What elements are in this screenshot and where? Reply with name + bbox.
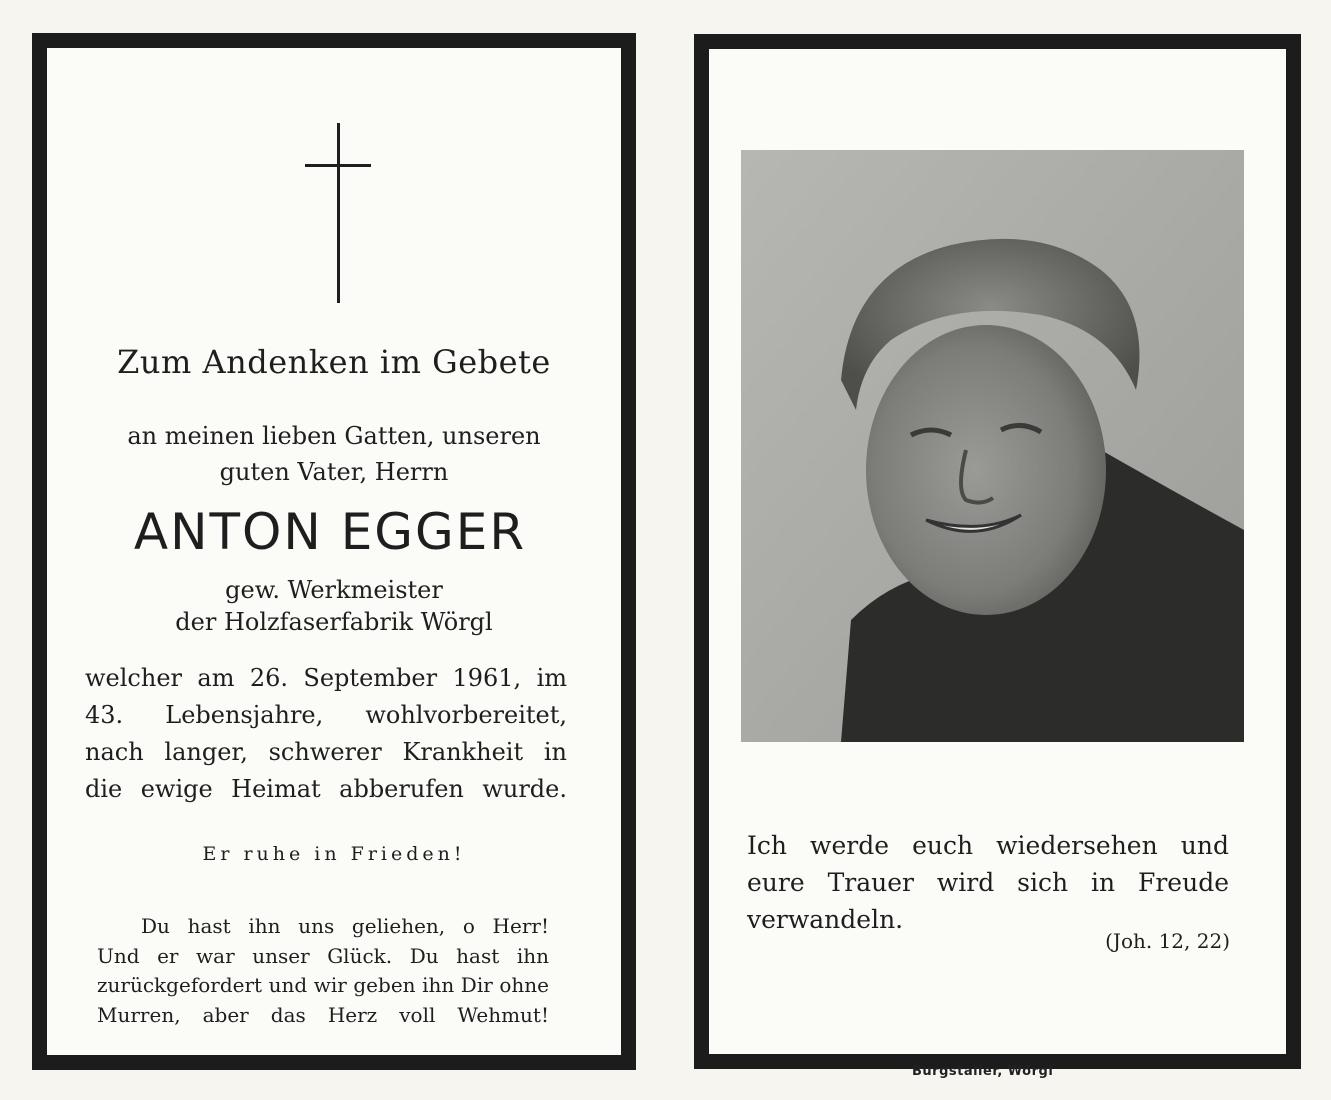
death-notice-line: nach langer, schwerer Krankheit in: [85, 738, 567, 766]
quote-line: verwandeln.: [747, 905, 904, 934]
prayer-line: zurückgefordert und wir geben ihn Dir ohne: [97, 973, 549, 997]
left-memorial-card: [32, 33, 636, 1070]
quote-reference: (Joh. 12, 22): [1105, 929, 1230, 953]
printer-imprint: Burgstaller, Wörgl: [912, 1064, 1054, 1079]
quote-line: eure Trauer wird sich in Freude: [747, 868, 1229, 897]
cross-icon: [305, 123, 375, 303]
death-notice-line: welcher am 26. September 1961, im: [85, 664, 567, 692]
portrait-photo: [741, 150, 1244, 742]
death-notice-line: 43. Lebensjahre, wohlvorbereitet,: [85, 701, 567, 729]
prayer-line: Und er war unser Glück. Du hast ihn: [97, 943, 549, 968]
quote-line: Ich werde euch wiedersehen und: [747, 831, 1229, 860]
rest-in-peace: Er ruhe in Frieden!: [202, 843, 466, 865]
deceased-name: ANTON EGGER: [133, 503, 527, 561]
death-notice-line: die ewige Heimat abberufen wurde.: [85, 775, 567, 803]
prayer-text: [97, 912, 549, 1030]
bible-quote: [747, 827, 1229, 938]
intro-line-2: guten Vater, Herrn: [219, 458, 449, 486]
occupation-line-2: der Holzfaserfabrik Wörgl: [175, 608, 493, 636]
memorial-title: Zum Andenken im Gebete: [117, 343, 551, 381]
right-memorial-card: [694, 34, 1301, 1069]
occupation-line-1: gew. Werkmeister: [225, 576, 443, 604]
intro-line-1: an meinen lieben Gatten, unseren: [127, 422, 541, 450]
prayer-line: Murren, aber das Herz voll Wehmut!: [97, 1002, 549, 1027]
death-notice: [85, 660, 567, 808]
prayer-line: Du hast ihn uns geliehen, o Herr!: [141, 914, 549, 938]
